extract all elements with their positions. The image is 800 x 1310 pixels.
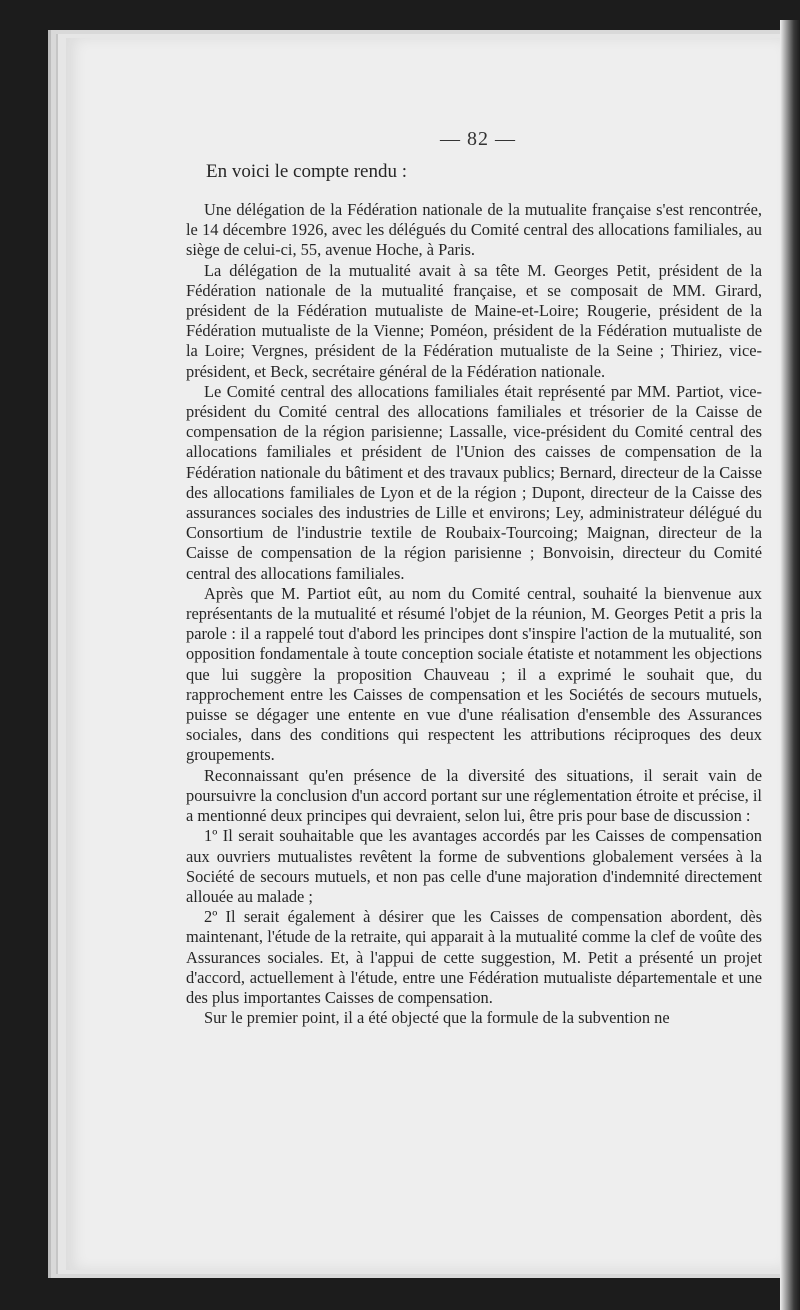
paragraph-3: Le Comité central des allocations familiales était représenté par MM. Partiot, vice-président du Comité central des allocations familiales et trésorier de la Caisse de compensation de la région parisienne; Lassalle, vice-président du Comité central des allocations familiales et président de l'Union des caisses de compensation de la Fédération nationale du bâtiment et des travaux publics; Bernard, directeur de la Caisse des allocations familiales de Lyon et de la région ; Dupont, directeur de la Caisse des assurances sociales des industries de Lille et environs; Ley, administrateur délégué du Consortium de l'industrie textile de Roubaix-Tourcoing; Maignan, directeur de la Caisse de compensation de la région parisienne ; Bonvoisin, directeur du Comité central des allocations familiales. (186, 381, 762, 583)
paragraph-4: Après que M. Partiot eût, au nom du Comité central, souhaité la bienvenue aux représentants de la mutualité et résumé l'objet de la réunion, M. Georges Petit a pris la parole : il a rappelé tout d'abord les principes dont s'inspire l'action de la mutualité, son opposition fondamentale à toute conception sociale étatiste et notamment les objections que lui suggère la proposition Chauveau ; il a exprimé le souhait que, du rapprochement entre les Caisses de compensation et les Sociétés de secours mutuels, puisse se dégager une entente en vue d'une réalisation d'ensemble des Assurances sociales, dans des conditions qui respectent les attributions réciproques des deux groupements. (186, 583, 762, 765)
page-number: — 82 — (440, 128, 516, 150)
section-heading: En voici le compte rendu : (206, 161, 408, 182)
paragraph-1: Une délégation de la Fédération nationale de la mutualite française s'est rencontrée, le 14 décembre 1926, avec les délégués du Comité central des allocations familiales, au siège de celui-ci, 55, avenue Hoche, à Paris. (186, 200, 762, 260)
paragraph-7: 2º Il serait également à désirer que les Caisses de compensation abordent, dès maintenant, l'étude de la retraite, qui apparait à la mutualité comme la clef de voûte des Assurances sociales. Et, à l'appui de cette suggestion, M. Petit a présenté un projet d'accord, actuellement à l'étude, entre une Fédération mutualiste départementale et une des plus importantes Caisses de compensation. (186, 907, 762, 1007)
paragraph-6: 1º Il serait souhaitable que les avantages accordés par les Caisses de compensation aux ouvriers mutualistes revêtent la forme de subventions globalement versées à la Société de secours mutuels, et non pas celle d'une majoration d'indemnité directement allouée au malade ; (186, 826, 762, 906)
page-text (186, 160, 762, 1028)
paragraph-2: La délégation de la mutualité avait à sa tête M. Georges Petit, président de la Fédération nationale de la mutualité française, et se composait de MM. Girard, président de la Fédération mutualiste de Maine-et-Loire; Rougerie, président de la Fédération mutualiste de la Vienne; Poméon, président de la Fédération mutualiste de la Loire; Vergnes, président de la Fédération mutualiste de la Seine ; Thiriez, vice-président, et Beck, secrétaire général de la Fédération nationale. (186, 260, 762, 381)
paragraph-8: Sur le premier point, il a été objecté que la formule de la subvention ne (204, 1008, 670, 1028)
page-edge-shadow (780, 20, 800, 1310)
paragraph-5: Reconnaissant qu'en présence de la diversité des situations, il serait vain de poursuivre la conclusion d'un accord portant sur une réglementation étroite et précise, il a mentionné deux principes qui devraient, selon lui, être pris pour base de discussion : (186, 765, 762, 826)
